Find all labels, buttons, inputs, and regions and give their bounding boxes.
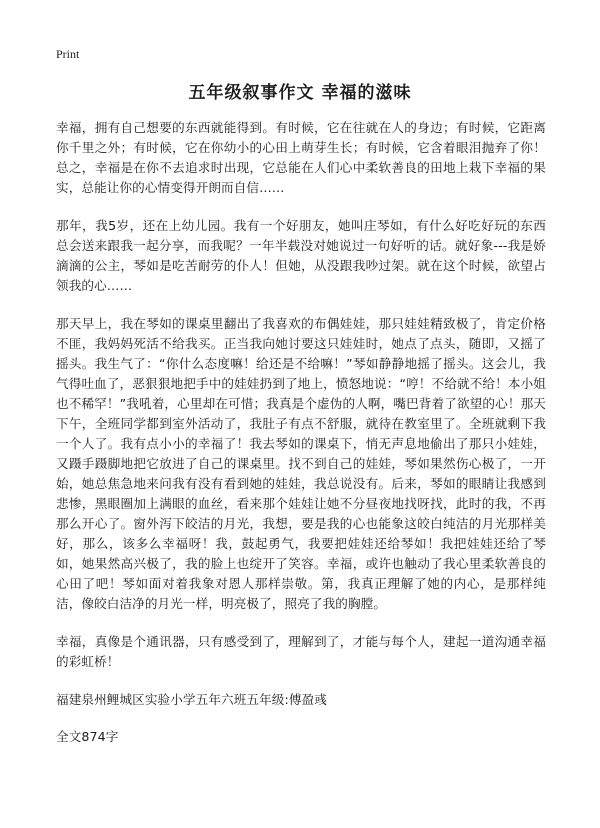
word-count: 全文874字 (56, 729, 119, 744)
paragraph-story: 那天早上，我在琴如的课桌里翻出了我喜欢的布偶娃娃，那只娃娃精致极了，肯定价格不匪，我妈妈死活不给我买。正当我向她讨要这只娃娃时，她点了点头，随即，又摇了摇头。我生气了：“你什么态度嘛！给还是不给嘛！”琴如静静地摇了摇头。这会儿，我气得吐血了，恶狠狠地把手中的娃娃扔到了地上，愤怒地说：“哼！不给就不给！本小姐也不稀罕！”我吼着，心里却在可惜；我真是个虚伪的人啊，嘴巴背着了欲望的心！那天下午，全班同学都到室外活动了，我肚子有点不舒服，就待在教室里了。全班就剩下我一个人了。我有点小小的幸福了！我去琴如的课桌下，悄无声息地偷出了那只小娃娃，又蹑手蹑脚地把它放进了自己的课桌里。找不到自己的娃娃，琴如果然伤心极了，一开始，她总焦急地来问我有没有看到她的娃娃，我总说没有。后来，琴如的眼睛让我感到悲惨，黑眼圈加上满眼的血丝，看来那个娃娃让她不分昼夜地找呀找，此时的我，不再那么开心了。窗外泻下皎洁的月光，我想，要是我的心也能象这皎白纯洁的月光那样美好，那么，该多么幸福呀！我，鼓起勇气，我要把娃娃还给琴如！我把娃娃还给了琴如，她果然高兴极了，我的脸上也绽开了笑容。幸福，或许也触动了我心里柔软善良的心田了吧！琴如面对着我象对恩人那样崇敬。第，我真正理解了她的内心，是那样纯洁，像皎白洁净的月光一样，明亮极了，照亮了我的胸膛。 (56, 316, 546, 611)
article-title: 五年级叙事作文 幸福的滋味 (188, 83, 412, 103)
print-link[interactable]: Print (56, 47, 80, 61)
author-line: 福建泉州鲤城区实验小学五年六班五年级:傅盈彧 (56, 692, 327, 707)
paragraph-intro: 幸福，拥有自己想要的东西就能得到。有时候，它在往就在人的身边；有时候，它距离你千里之外；有时候，它在你幼小的心田上萌芽生长；有时候，它含着眼泪抛弃了你！总之，幸福是在你不去追求时出现，它总能在人们心中柔软善良的田地上栽下幸福的果实，总能让你的心情变得开朗而自信…… (56, 120, 546, 195)
paragraph-background: 那年，我5岁，还在上幼儿园。我有一个好朋友，她叫庄琴如，有什么好吃好玩的东西总会送来跟我一起分享，而我呢？一年半载没对她说过一句好听的话。就好象---我是娇滴滴的公主，琴如是吃苦耐劳的仆人！但她，从没跟我吵过架。就在这个时候，欲望占领我的心…… (56, 218, 546, 293)
paragraph-conclusion: 幸福，真像是个通讯器，只有感受到了，理解到了，才能与每个人，建起一道沟通幸福的彩虹桥！ (56, 634, 546, 669)
article-body (56, 118, 546, 747)
